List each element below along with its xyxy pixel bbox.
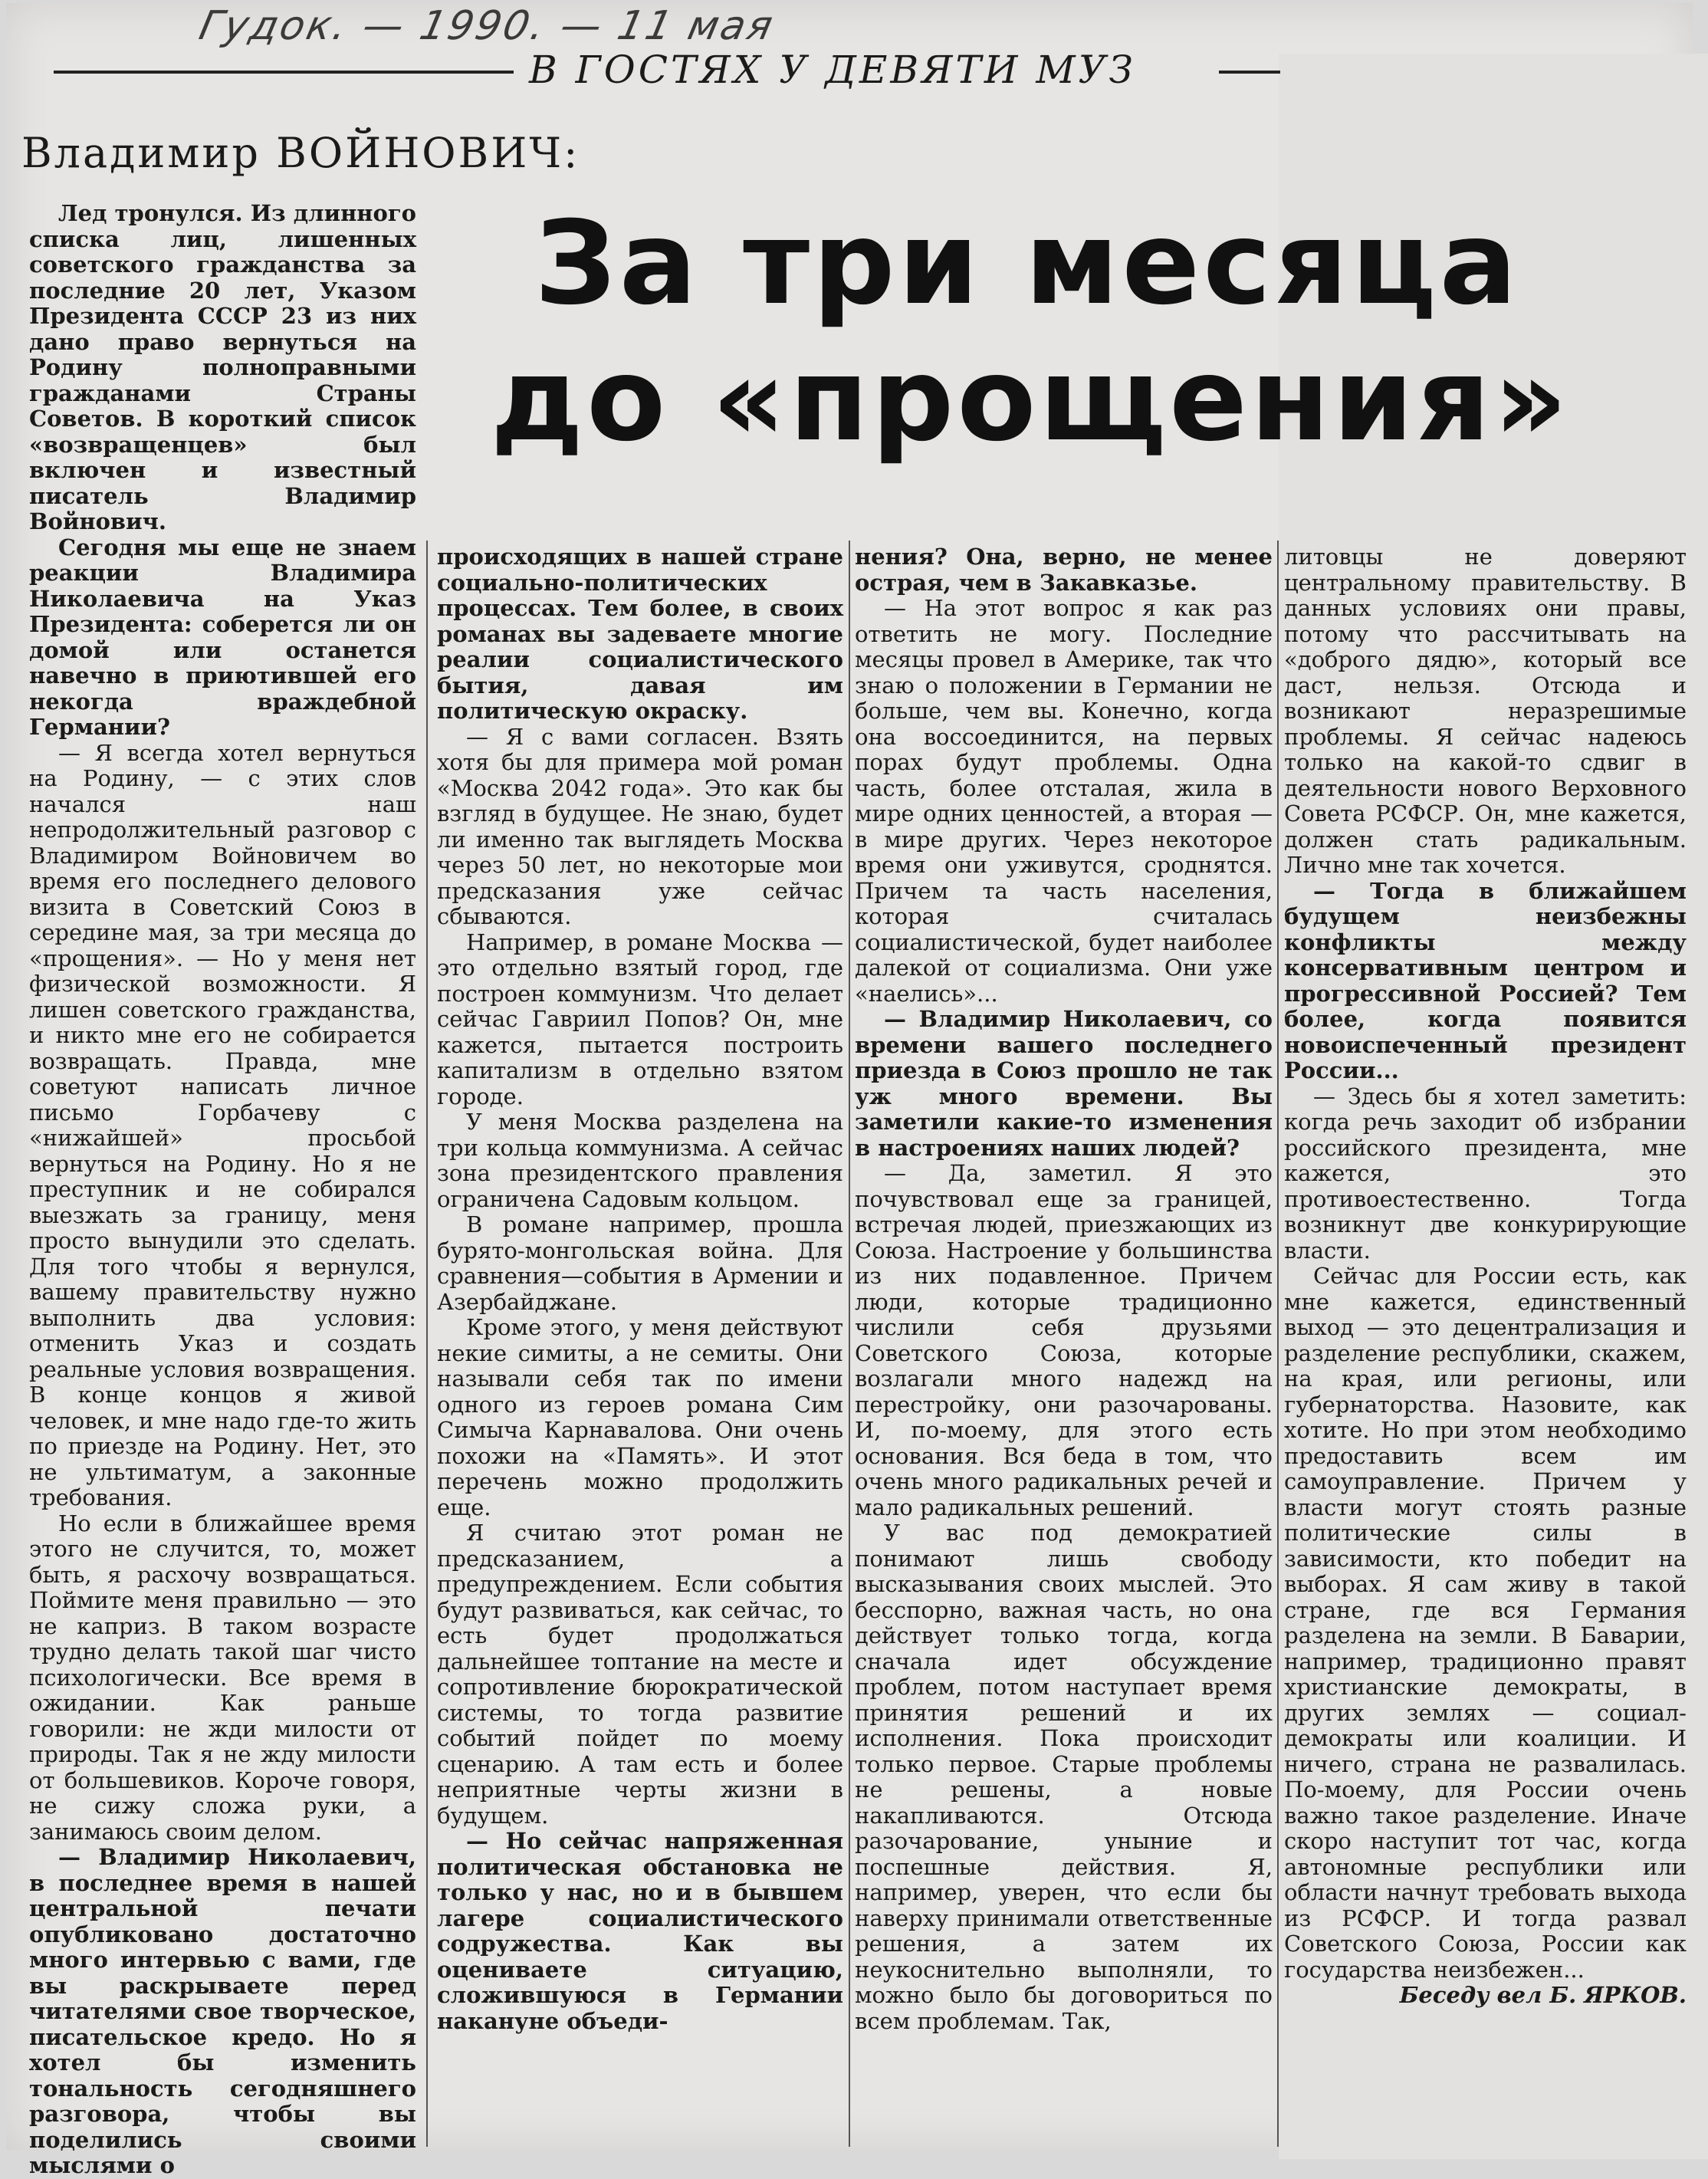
article-paragraph: Я считаю этот роман не предсказанием, а предупреждением. Если события будут развиваться, как сейчас, то есть будет продолжаться дальнейшее топтание на месте и сопротивление бюрократической системы, то тогда развитие событий пойдет по моему сценарию. А там есть и более неприятные черты жизни в будущем. <box>437 1520 843 1829</box>
interview-question-continued: нения? Она, верно, не менее острая, чем в Закавказье. <box>855 544 1273 596</box>
article-paragraph: Например, в романе Москва — это отдельно взятый город, где построен коммунизм. Что делает сейчас Гавриил Попов? Он, мне кажется, пытается построить капитализм в отдельно взятом городе. <box>437 928 843 1109</box>
headline-line-2: до «прощения» <box>491 334 1571 467</box>
article-paragraph: — На этот вопрос я как раз ответить не могу. Последние месяцы провел в Америке, так что знаю о положении в Германии не больше, чем вы. Конечно, когда она воссоединится, на первых порах будут проблемы. Одна часть, более отсталая, жила в мире одних ценностей, а вторая — в мире других. Через некоторое время они уживутся, сроднятся. Причем та часть населения, которая считалась социалистической, будет наиболее далекой от социализма. Они уже «наелись»... <box>855 595 1273 1007</box>
article-paragraph: литовцы не доверяют центральному правительству. В данных условиях они правы, потому что рассчитывать на «доброго дядю», который все даст, нельзя. Отсюда и возникают неразрешимые проблемы. Я сейчас надеюсь только на какой-то сдвиг в деятельности нового Верховного Совета РСФСР. Он, мне кажется, должен стать радикальным. Лично мне так хочется. <box>1284 544 1687 878</box>
lead-paragraph-2: Сегодня мы еще не знаем реакции Владимира Николаевича на Указ Президента: соберется ли он домой или останется навечно в приютившей его некогда враждебной Германии? <box>29 534 416 740</box>
handwritten-source-note: Гудок. — 1990. — 11 мая <box>195 3 779 49</box>
rubric-rule-right <box>1219 71 1280 74</box>
article-paragraph: Кроме этого, у меня действуют некие симиты, а не семиты. Они называли себя так по имени одного из героев романа Сим Симыча Карнавалова. Они очень похожи на «Память». И этот перечень можно продолжить еще. <box>437 1314 843 1520</box>
column-divider-3 <box>1277 541 1279 2147</box>
author-name: Владимир ВОЙНОВИЧ: <box>21 129 580 177</box>
lead-paragraph: Лед тронулся. Из длинного списка лиц, лишенных советского гражданства за последние 20 лет, Указом Президента СССР 23 из них дано право вернуться на Родину полноправными гражданами Страны Советов. В короткий список «возвращенцев» был включен и известный писатель Владимир Войнович. <box>29 200 416 534</box>
interview-question: — Тогда в ближайшем будущем неизбежны конфликты между консервативным центром и прогрессивной Россией? Тем более, когда появится новоиспеченный президент России... <box>1284 877 1687 1083</box>
column-3 <box>855 544 1273 2154</box>
article-paragraph: В романе например, прошла бурято-монгольская война. Для сравнения—события в Армении и Азербайджане. <box>437 1211 843 1315</box>
column-divider-1 <box>426 541 428 2147</box>
headline <box>491 196 1571 548</box>
interview-question: — Владимир Николаевич, со времени вашего последнего приезда в Союз прошло не так уж много времени. Вы заметили какие-то изменения в настроениях наших людей? <box>855 1006 1273 1161</box>
column-4 <box>1284 544 1687 2154</box>
rubric-title: В ГОСТЯХ У ДЕВЯТИ МУЗ <box>529 48 1136 92</box>
headline-line-1: За три месяца <box>534 197 1520 330</box>
interview-question: — Но сейчас напряженная политическая обстановка не только у нас, но и в бывшем лагере социалистического содружества. Как вы оцениваете ситуацию, сложившуюся в Германии накануне объеди- <box>437 1828 843 2034</box>
article-paragraph: — Да, заметил. Я это почувствовал еще за границей, встречая людей, приезжающих из Союза. Настроение у большинства из них подавленное. Причем люди, которые традиционно числили себя друзьями Советского Союза, которые возлагали много надежд на перестройку, они разочарованы. И, по-моему, для этого есть основания. Вся беда в том, что очень много радикальных речей и мало радикальных решений. <box>855 1160 1273 1520</box>
interviewer-signature: Беседу вел Б. ЯРКОВ. <box>1399 1982 1687 2008</box>
column-1 <box>29 200 416 2178</box>
article-paragraph: У вас под демократией понимают лишь свободу высказывания своих мыслей. Это бесспорно, важная часть, но она действует только тогда, когда сначала идет обсуждение проблем, потом наступает время принятия решений и их исполнения. Пока происходит только первое. Старые проблемы не решены, а новые накапливаются. Отсюда разочарование, уныние и поспешные действия. Я, например, уверен, что если бы наверху принимали ответственные решения, а затем их неукоснительно выполняли, то можно было бы договориться по всем проблемам. Так, <box>855 1520 1273 2034</box>
article-paragraph: — Здесь бы я хотел заметить: когда речь заходит об избрании российского президента, мне кажется, это противоестественно. Тогда возникнут две конкурирующие власти. <box>1284 1083 1687 1264</box>
article-paragraph: — Я с вами согласен. Взять хотя бы для примера мой роман «Москва 2042 года». Это как бы взгляд в будущее. Не знаю, будет ли именно так выглядеть Москва через 50 лет, но некоторые мои предсказания уже сейчас сбываются. <box>437 723 843 929</box>
article-paragraph: Но если в ближайшее время этого не случится, то, может быть, я расхочу возвращаться. Поймите меня правильно — это не каприз. В таком возрасте трудно делать такой шаг чисто психологически. Все время в ожидании. Как раньше говорили: не жди милости от природы. Так я не жду милости от большевиков. Короче говоря, не сижу сложа руки, а занимаюсь своим делом. <box>29 1510 416 1845</box>
interview-question: — Владимир Николаевич, в последнее время в нашей центральной печати опубликовано достаточно много интервью с вами, где вы раскрываете перед читателями свое творческое, писательское кредо. Но я хотел бы изменить тональность сегодняшнего разговора, чтобы вы поделились своими мыслями о <box>29 1844 416 2178</box>
article-paragraph: Сейчас для России есть, как мне кажется, единственный выход — это децентрализация и разделение республики, скажем, на края, или регионы, или губернаторства. Назовите, как хотите. Но при этом необходимо предоставить всем им самоуправление. Причем у власти могут стоять разные политические силы в зависимости, кто победит на выборах. Я сам живу в такой стране, где вся Германия разделена на земли. В Баварии, например, традиционно правят христианские демократы, в других землях — социал-демократы или коалиции. И ничего, страна не развалилась. По-моему, для России очень важно такое разделение. Иначе скоро наступит тот час, когда автономные республики или области начнут требовать выхода из РСФСР. И тогда развал Советского Союза, России как государства неизбежен... <box>1284 1263 1687 1983</box>
column-2 <box>437 544 843 2154</box>
article-paragraph: У меня Москва разделена на три кольца коммунизма. А сейчас зона президентского правления ограничена Садовым кольцом. <box>437 1109 843 1212</box>
interview-question-continued: происходящих в нашей стране социально-политических процессах. Тем более, в своих романах вы задеваете многие реалии социалистического бытия, давая им политическую окраску. <box>437 544 843 724</box>
column-divider-2 <box>849 541 850 2147</box>
article-paragraph: — Я всегда хотел вернуться на Родину, — с этих слов начался наш непродолжительный разговор с Владимиром Войновичем во время его последнего делового визита в Советский Союз в середине мая, за три месяца до «прощения». — Но у меня нет физической возможности. Я лишен советского гражданства, и никто мне его не собирается возвращать. Правда, мне советуют написать личное письмо Горбачеву с «нижайшей» просьбой вернуться на Родину. Но я не преступник и не собирался выезжать за границу, меня просто вынудили это сделать. Для того чтобы я вернулся, вашему правительству нужно выполнить два условия: отменить Указ и создать реальные условия возвращения. В конце концов я живой человек, и мне надо где-то жить по приезде на Родину. Нет, это не ультиматум, а законные требования. <box>29 739 416 1510</box>
rubric-rule-left <box>54 71 514 74</box>
